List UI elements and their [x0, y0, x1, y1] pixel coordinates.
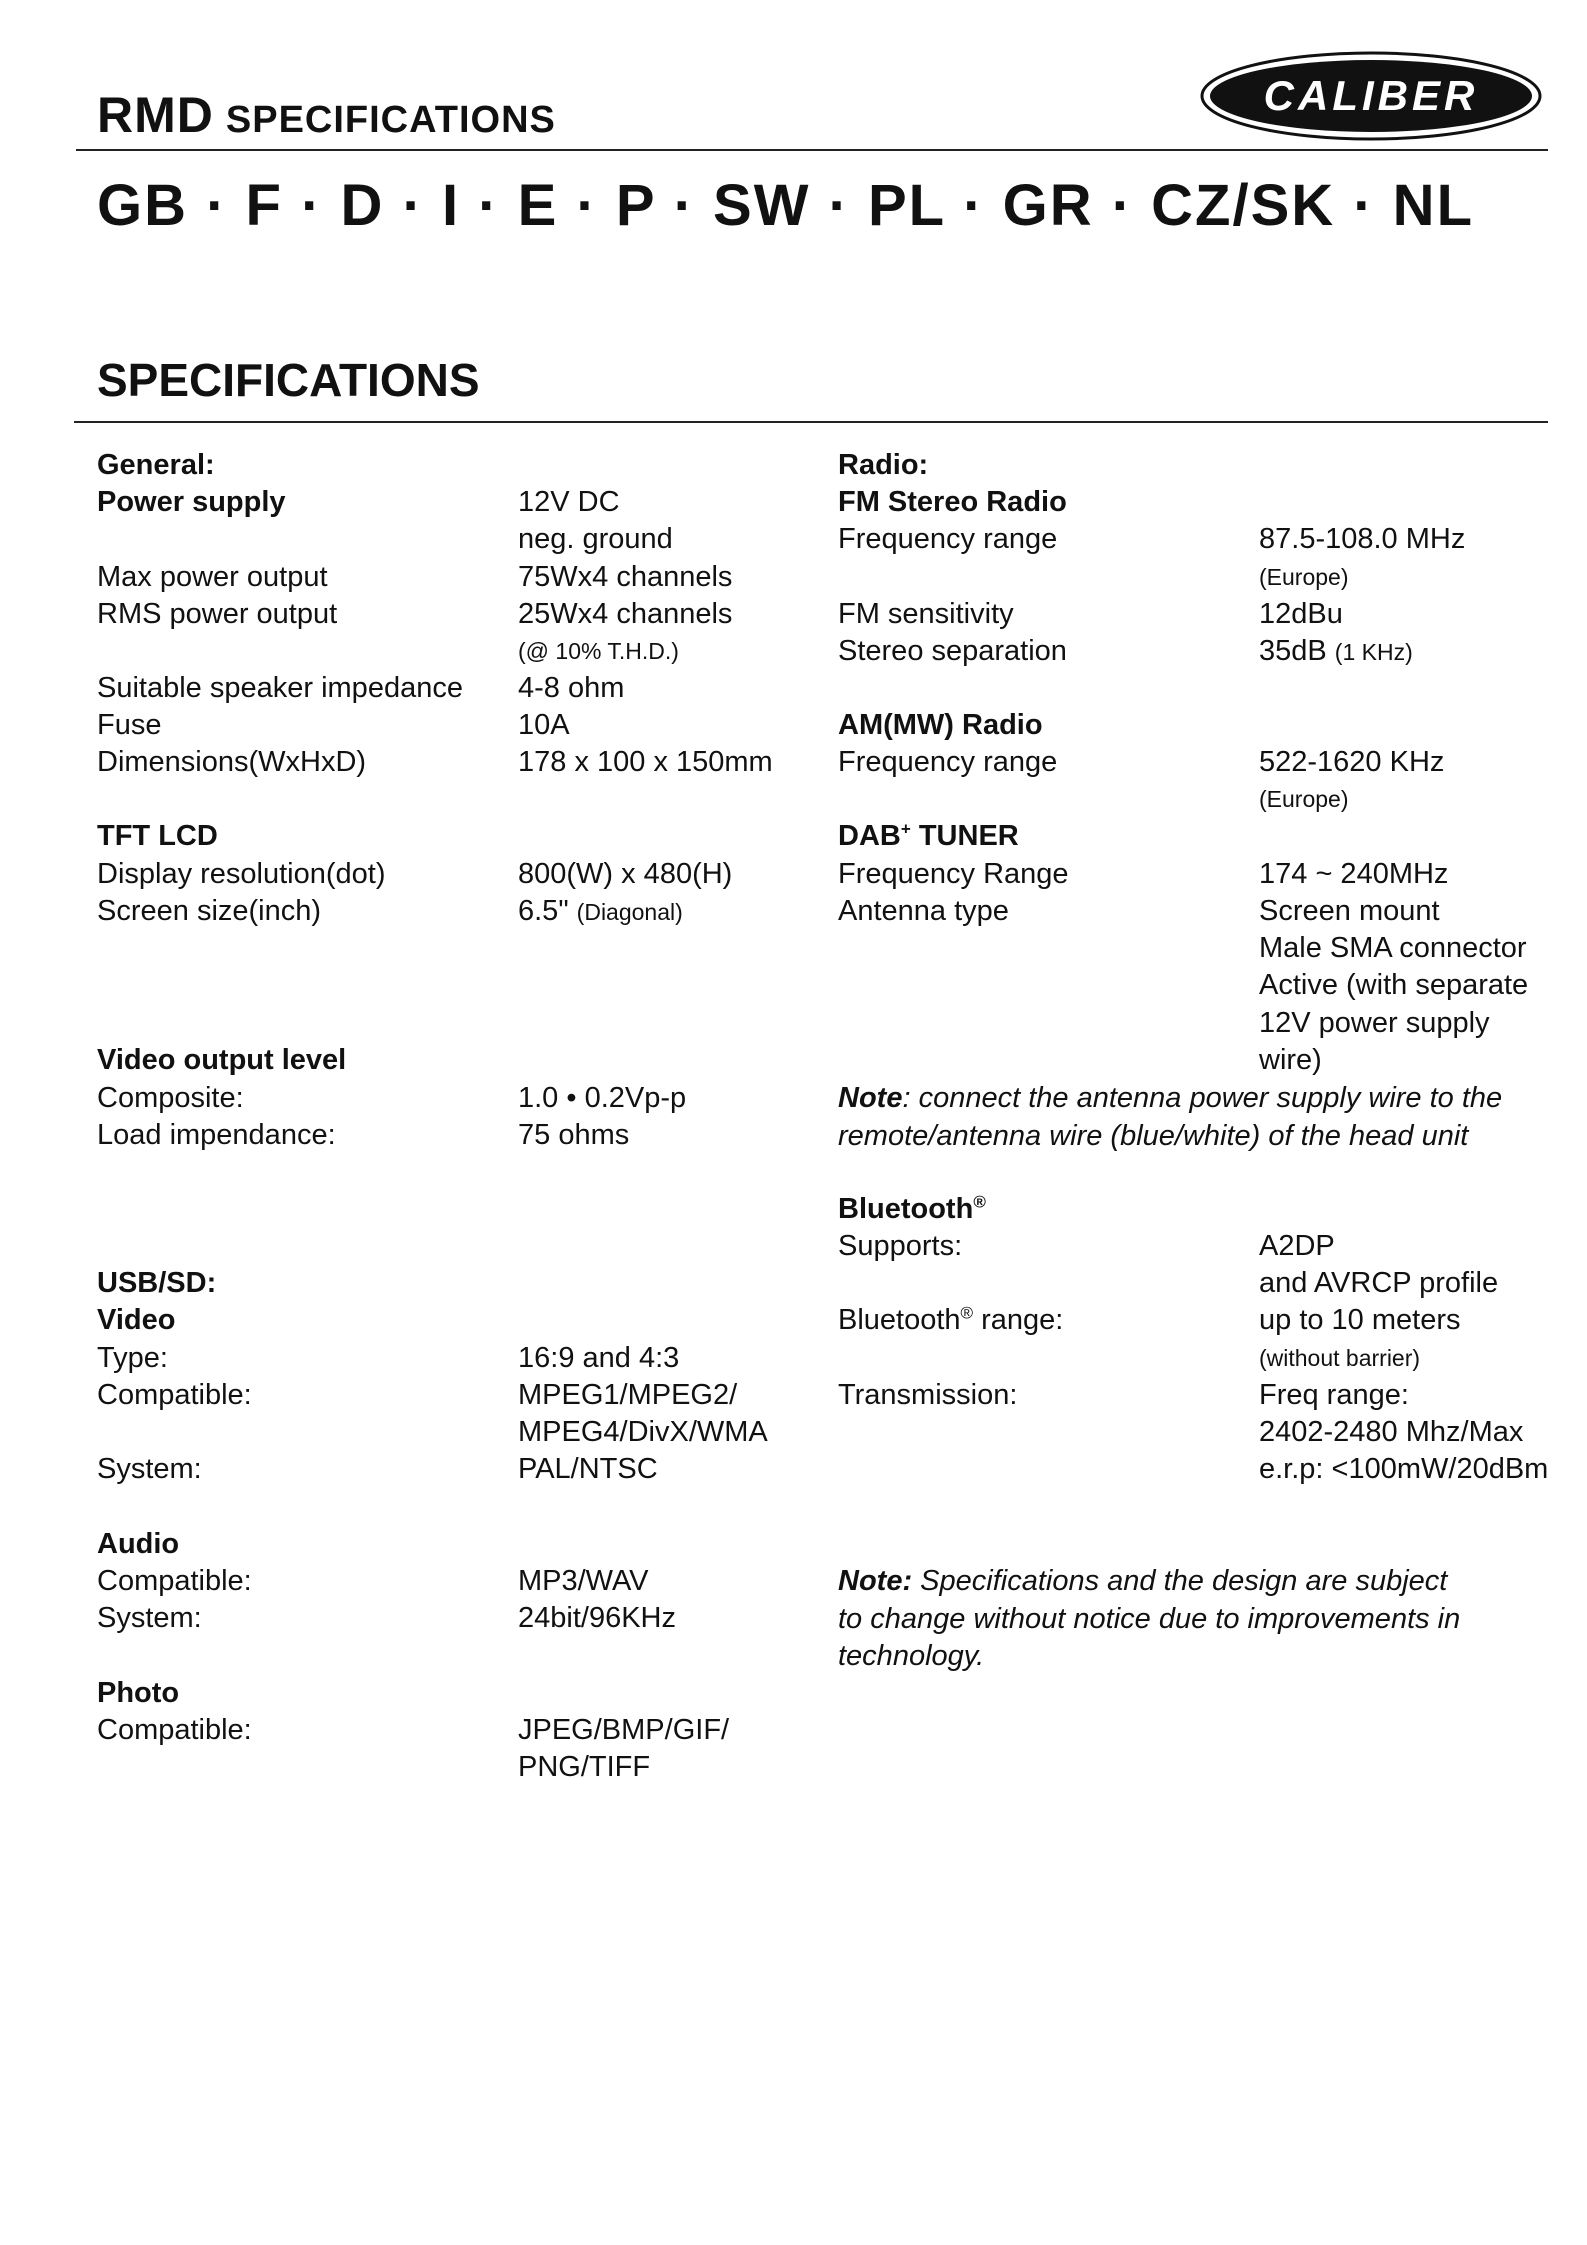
max-power-value: 75Wx4 channels: [518, 561, 733, 593]
transmission-value-2: 2402-2480 Mhz/Max: [1259, 1416, 1524, 1448]
video-compat-value-2: MPEG4/DivX/WMA: [518, 1416, 768, 1448]
power-supply-value: 12V DC: [518, 486, 620, 518]
fm-sens-value: 12dBu: [1259, 598, 1343, 630]
doc-header-title: [97, 86, 556, 144]
power-supply-value-2: neg. ground: [518, 523, 673, 555]
antenna-value-3: Active (with separate: [1259, 969, 1529, 1001]
audio-system-label: System:: [97, 1602, 202, 1634]
dab-freq-value: 174 ~ 240MHz: [1259, 858, 1449, 890]
photo-heading: Photo: [97, 1677, 180, 1709]
max-power-label: Max power output: [97, 561, 328, 593]
video-heading: Video: [97, 1304, 176, 1336]
video-output-heading: Video output level: [97, 1044, 347, 1076]
photo-compat-label: Compatible:: [97, 1714, 252, 1746]
composite-label: Composite:: [97, 1082, 244, 1114]
antenna-label: Antenna type: [838, 895, 1009, 927]
fm-freq-value: 87.5-108.0 MHz: [1259, 523, 1466, 555]
load-value: 75 ohms: [518, 1119, 630, 1151]
photo-compat-value-2: PNG/TIFF: [518, 1751, 651, 1783]
load-label: Load impendance:: [97, 1119, 336, 1151]
audio-compat-value: MP3/WAV: [518, 1565, 649, 1597]
fm-heading: FM Stereo Radio: [838, 486, 1067, 518]
display-res-value: 800(W) x 480(H): [518, 858, 733, 890]
fuse-label: Fuse: [97, 709, 162, 741]
bluetooth-heading: Bluetooth®: [838, 1192, 986, 1225]
bt-range-note: (without barrier): [1259, 1345, 1421, 1371]
bt-range-value: up to 10 meters: [1259, 1304, 1461, 1336]
header-title: SPECIFICATIONS: [225, 99, 556, 141]
supports-value-2: and AVRCP profile: [1259, 1267, 1499, 1299]
logo-text: CALIBER: [1263, 72, 1479, 119]
audio-compat-label: Compatible:: [97, 1565, 252, 1597]
transmission-label: Transmission:: [838, 1379, 1018, 1411]
stereo-sep-label: Stereo separation: [838, 635, 1067, 667]
impedance-value: 4-8 ohm: [518, 672, 625, 704]
dab-freq-label: Frequency Range: [838, 858, 1069, 890]
section-divider: [74, 421, 1548, 423]
composite-value: 1.0 • 0.2Vp-p: [518, 1082, 687, 1114]
usbsd-heading: USB/SD:: [97, 1267, 217, 1299]
fm-freq-note: (Europe): [1259, 564, 1349, 590]
rms-power-value: 25Wx4 channels: [518, 598, 733, 630]
system-value: PAL/NTSC: [518, 1453, 658, 1485]
power-supply-label: Power supply: [97, 486, 286, 518]
type-label: Type:: [97, 1342, 168, 1374]
design-note: Note: Specifications and the design are subject to change without notice due to improvements in technology.: [838, 1565, 1461, 1672]
section-title: SPECIFICATIONS: [97, 354, 480, 406]
am-heading: AM(MW) Radio: [838, 709, 1043, 741]
antenna-value-2: Male SMA connector: [1259, 932, 1527, 964]
fm-sens-label: FM sensitivity: [838, 598, 1014, 630]
transmission-value-3: e.r.p: <100mW/20dBm: [1259, 1453, 1549, 1485]
am-freq-label: Frequency range: [838, 746, 1058, 778]
dimensions-label: Dimensions(WxHxD): [97, 746, 367, 778]
radio-heading: Radio:: [838, 449, 929, 481]
system-label: System:: [97, 1453, 202, 1485]
brand-model: RMD: [97, 87, 214, 143]
type-value: 16:9 and 4:3: [518, 1342, 680, 1374]
antenna-note: Note: connect the antenna power supply wire to the remote/antenna wire (blue/white) of the head unit: [838, 1082, 1503, 1152]
am-freq-note: (Europe): [1259, 786, 1349, 812]
rms-power-note: (@ 10% T.H.D.): [518, 638, 679, 664]
caliber-logo: [1198, 48, 1544, 144]
antenna-value-5: wire): [1259, 1044, 1322, 1076]
rms-power-label: RMS power output: [97, 598, 338, 630]
fm-freq-label: Frequency range: [838, 523, 1058, 555]
fuse-value: 10A: [518, 709, 570, 741]
dimensions-value: 178 x 100 x 150mm: [518, 746, 773, 778]
am-freq-value: 522-1620 KHz: [1259, 746, 1445, 778]
impedance-label: Suitable speaker impedance: [97, 672, 463, 704]
antenna-value-1: Screen mount: [1259, 895, 1440, 927]
transmission-value-1: Freq range:: [1259, 1379, 1409, 1411]
audio-system-value: 24bit/96KHz: [518, 1602, 676, 1634]
dab-heading: DAB+ TUNER: [838, 819, 1019, 852]
language-list: GB · F · D · I · E · P · SW · PL · GR · CZ/SK · NL: [97, 173, 1474, 238]
bt-range-label: Bluetooth® range:: [838, 1303, 1064, 1336]
screen-size-label: Screen size(inch): [97, 895, 322, 927]
screen-size-value: 6.5" (Diagonal): [518, 895, 683, 927]
supports-value-1: A2DP: [1259, 1230, 1335, 1262]
stereo-sep-value: 35dB (1 KHz): [1259, 635, 1413, 667]
header-divider: [76, 149, 1548, 151]
display-res-label: Display resolution(dot): [97, 858, 386, 890]
audio-heading: Audio: [97, 1528, 180, 1560]
supports-label: Supports:: [838, 1230, 963, 1262]
photo-compat-value: JPEG/BMP/GIF/: [518, 1714, 730, 1746]
antenna-value-4: 12V power supply: [1259, 1007, 1490, 1039]
video-compat-label: Compatible:: [97, 1379, 252, 1411]
general-heading: General:: [97, 449, 215, 481]
tft-heading: TFT LCD: [97, 820, 218, 852]
video-compat-value: MPEG1/MPEG2/: [518, 1379, 738, 1411]
